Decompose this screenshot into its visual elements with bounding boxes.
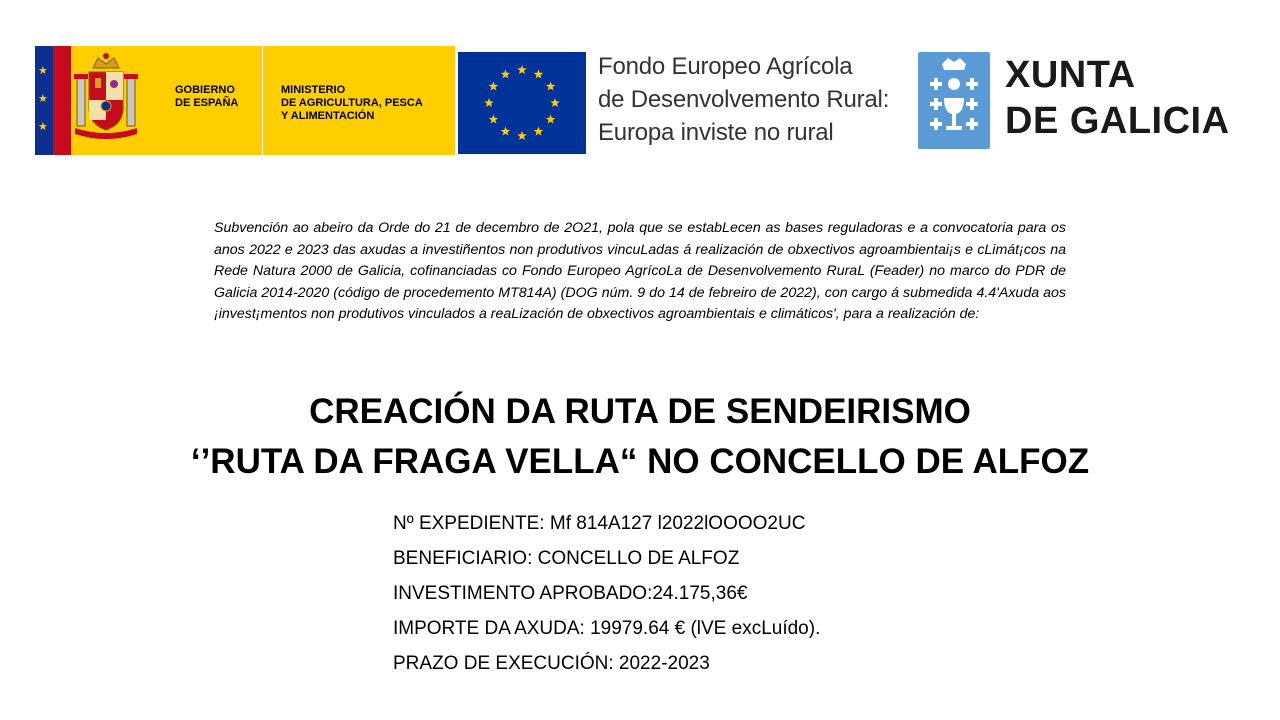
page-title-line2: ‘’RUTA DA FRAGA VELLA“ NO CONCELLO DE ALFOZ xyxy=(190,442,1090,481)
intro-paragraph: Subvención ao abeiro da Orde do 21 de decembro de 2O21, pola que se estabLecen as bases reguladoras e a convocatoria para os anos 2022 e 2023 das axudas a investiñentos non produtivos vincuLadas á realización de obxectivos agroambientai¡s e cLimát¡cos na Rede Natura 2000 de Galicia, cofinanciadas co Fondo Europeo AgrícoLa de Desenvolvemento RuraL (Feader) no marco do PDR de Galicia 2014-2020 (código de procedemento MT814A) (DOG núm. 9 do 14 de febreiro de 2022), con cargo á submedida 4.4'Axuda aos ¡invest¡mentos non produtivos vinculados a reaLización de obxectivos agroambientais e climáticos', para a realización de: xyxy=(214,220,1066,323)
xunta-label: XUNTA DE GALICIA xyxy=(1005,54,1230,142)
detail-beneficiario: BENEFICIARIO: CONCELLO DE ALFOZ xyxy=(393,548,740,569)
spain-coat-of-arms-icon xyxy=(71,46,141,155)
detail-investimento: INVESTIMENTO APROBADO:24.175,36€ xyxy=(393,583,748,604)
eu-star-icon xyxy=(550,98,560,107)
detail-expediente: Nº EXPEDIENTE: Mf 814A127 l2022lOOOO2UC xyxy=(393,513,806,534)
eu-star-icon xyxy=(546,115,556,124)
ministerio-label: MINISTERIO DE AGRICULTURA, PESCA Y ALIMENTACIÓN xyxy=(281,84,423,122)
eu-star-icon xyxy=(501,127,511,136)
eu-star-icon xyxy=(501,69,511,78)
page-title-line1: CREACIÓN DA RUTA DE SENDEIRISMO xyxy=(309,392,971,431)
detail-importe: IMPORTE DA AXUDA: 19979.64 € (lVE excLuído). xyxy=(393,618,821,639)
eu-star-icon xyxy=(489,82,499,91)
feader-label: Fondo Europeo Agrícola de Desenvolvemento Rural: Europa inviste no rural xyxy=(598,53,890,146)
spain-eu-flag-icon: ★ ★ ★ xyxy=(35,46,71,155)
logo-divider xyxy=(262,46,263,155)
eu-star-icon xyxy=(517,131,527,140)
detail-prazo: PRAZO DE EXECUCIÓN: 2022-2023 xyxy=(393,653,710,674)
gobierno-espana-logo xyxy=(35,46,455,155)
eu-star-icon xyxy=(484,98,494,107)
eu-flag-icon xyxy=(458,52,586,154)
eu-star-icon xyxy=(534,69,544,78)
project-details xyxy=(393,512,820,687)
gobierno-label: GOBIERNO DE ESPAÑA xyxy=(175,84,239,109)
eu-star-icon xyxy=(489,115,499,124)
eu-star-icon xyxy=(534,127,544,136)
eu-star-icon xyxy=(517,65,527,74)
xunta-emblem-icon xyxy=(918,52,990,149)
eu-star-icon xyxy=(546,82,556,91)
